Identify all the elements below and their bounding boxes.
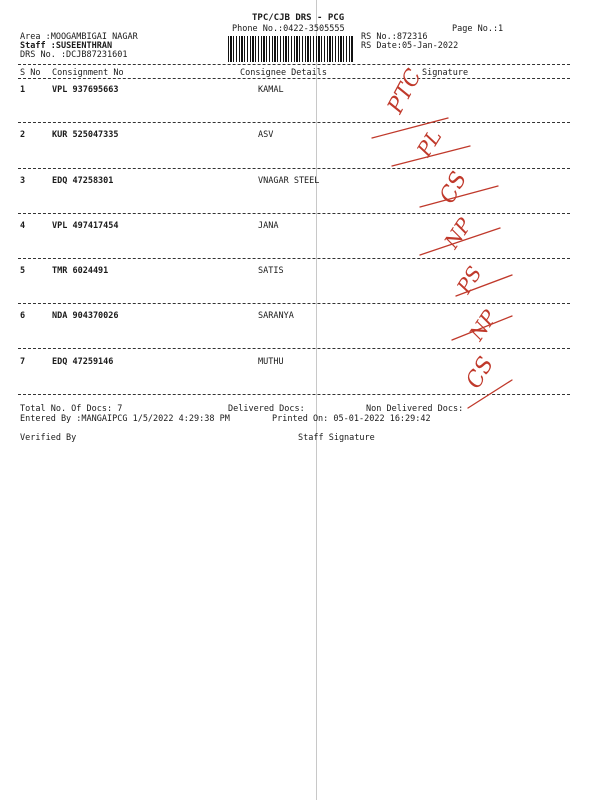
mark-text: PL	[411, 125, 447, 161]
entered-by: Entered By :MANGAIPCG 1/5/2022 4:29:38 PM	[20, 414, 230, 424]
row-divider	[18, 348, 570, 349]
row-divider	[18, 122, 570, 123]
phone-number: Phone No.:0422-3505555	[232, 24, 345, 34]
slash-mark	[452, 316, 512, 340]
mark-text: NP	[464, 305, 502, 345]
row-consignee: VNAGAR STEEL	[258, 176, 320, 186]
page-fold-line	[316, 0, 317, 800]
area-field: Area :MOOGAMBIGAI NAGAR	[20, 32, 138, 42]
divider	[18, 78, 570, 79]
row-consignee: KAMAL	[258, 85, 284, 95]
row-consignee: MUTHU	[258, 357, 284, 367]
row-consignee: JANA	[258, 221, 279, 231]
slash-mark	[372, 118, 448, 138]
row-consignment-no: EDQ 47259146	[52, 357, 114, 367]
mark-text: PS	[451, 261, 487, 298]
delivered-docs: Delivered Docs:	[228, 404, 305, 414]
row-divider	[18, 213, 570, 214]
row-consignee: ASV	[258, 130, 274, 140]
document-title: TPC/CJB DRS - PCG	[252, 13, 345, 23]
drs-number: DRS No. :DCJB87231601	[20, 50, 128, 60]
staff-label: Staff :	[20, 41, 56, 51]
staff-name: SUSEENTHRAN	[55, 41, 113, 51]
row-divider	[18, 168, 570, 169]
mark-text: CS	[461, 352, 500, 393]
row-consignment-no: EDQ 47258301	[52, 176, 114, 186]
row-consignment-no: TMR 6024491	[52, 266, 109, 276]
row-consignment-no: VPL 497417454	[52, 221, 119, 231]
row-divider	[18, 258, 570, 259]
row-consignee: SARANYA	[258, 311, 294, 321]
column-header-sno: S No	[20, 68, 41, 78]
row-consignment-no: KUR 525047335	[52, 130, 119, 140]
row-sno: 2	[20, 130, 26, 140]
row-sno: 5	[20, 266, 26, 276]
row-divider	[18, 303, 570, 304]
row-divider	[18, 394, 570, 395]
rs-date: RS Date:05-Jan-2022	[361, 41, 459, 51]
row-sno: 3	[20, 176, 26, 186]
row-sno: 4	[20, 221, 26, 231]
rs-number: RS No.:872316	[361, 32, 428, 42]
printed-on: Printed On: 05-01-2022 16:29:42	[272, 414, 431, 424]
non-delivered-docs: Non Delivered Docs:	[366, 404, 464, 414]
column-header-signature: Signature	[422, 68, 469, 78]
mark-text: NP	[439, 213, 477, 253]
divider	[18, 64, 570, 65]
slash-mark	[392, 146, 470, 166]
row-consignment-no: VPL 937695663	[52, 85, 119, 95]
row-sno: 1	[20, 85, 26, 95]
row-sno: 6	[20, 311, 26, 321]
mark-text: CS	[435, 167, 473, 208]
page-number: Page No.:1	[452, 24, 504, 34]
slash-mark	[420, 186, 498, 207]
staff-signature-label: Staff Signature	[298, 433, 375, 443]
slash-mark	[420, 228, 500, 255]
verified-by: Verified By	[20, 433, 77, 443]
column-header-consignment: Consignment No	[52, 68, 124, 78]
row-consignment-no: NDA 904370026	[52, 311, 119, 321]
barcode	[228, 36, 354, 62]
total-docs: Total No. Of Docs: 7	[20, 404, 123, 414]
column-header-consignee: Consignee Details	[240, 68, 327, 78]
mark-text: PTC	[383, 65, 428, 118]
slash-mark	[456, 275, 512, 296]
row-consignee: SATIS	[258, 266, 284, 276]
row-sno: 7	[20, 357, 26, 367]
